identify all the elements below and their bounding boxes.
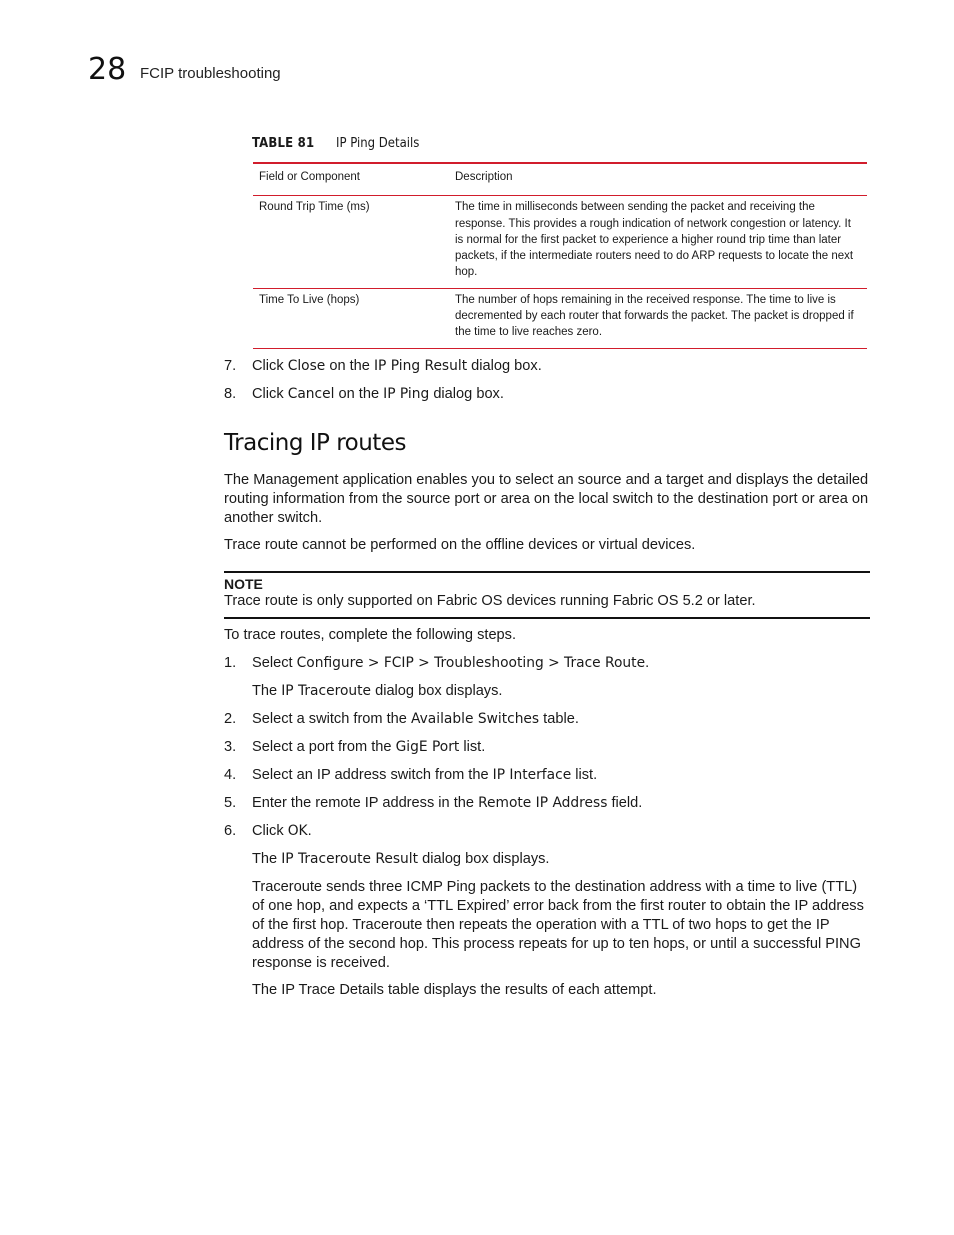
step-text: Click (252, 823, 288, 839)
step-3 (224, 738, 485, 757)
step-6-result (252, 850, 872, 869)
trace-details-note: The IP Trace Details table displays the results of each attempt. (252, 982, 657, 998)
step-1-result (252, 682, 872, 701)
ui-term: IP Ping Result (373, 358, 468, 374)
ui-term: IP Traceroute Result (281, 851, 419, 867)
note-text: Trace route is only supported on Fabric OS devices running Fabric OS 5.2 or later. (224, 593, 756, 609)
step-number: 7. (224, 358, 237, 374)
ip-ping-details-table (253, 162, 867, 349)
step-text: field. (607, 795, 643, 811)
ui-term: Remote IP Address (478, 795, 608, 811)
column-header-field: Field or Component (253, 163, 449, 196)
table-row (253, 288, 867, 348)
table-header-row (253, 163, 867, 196)
step-text: dialog box displays. (418, 851, 550, 867)
ui-term: Available Switches (410, 711, 540, 727)
step-number: 3. (224, 739, 237, 755)
step-1 (224, 654, 649, 673)
step-text: The (252, 851, 282, 867)
ui-term: Close (287, 358, 326, 374)
step-text: Click (252, 386, 288, 402)
note-box (224, 571, 870, 619)
step-text: dialog box. (429, 386, 504, 402)
note-label: NOTE (224, 576, 263, 592)
step-text: . (307, 823, 312, 839)
step-number: 1. (224, 655, 237, 671)
table-number: TABLE 81 (252, 136, 315, 151)
description-cell: The time in milliseconds between sending the packet and receiving the response. This provides a rough indication of network congestion or latency. It is normal for the first packet to experience a higher round trip time than later packets, if the intermediate routers need to do ARP requests to locate the next hop. (449, 196, 867, 288)
step-text: Select a switch from the (252, 711, 411, 727)
ui-term: IP Traceroute (281, 683, 372, 699)
step-number: 2. (224, 711, 237, 727)
chapter-number: 28 (88, 52, 127, 87)
step-text: dialog box displays. (371, 683, 503, 699)
ui-term: GigE Port (395, 739, 460, 755)
offline-paragraph: Trace route cannot be performed on the offline devices or virtual devices. (224, 537, 696, 553)
step-text: Enter the remote IP address in the (252, 795, 479, 811)
step-text: Click (252, 358, 288, 374)
step-text: list. (459, 739, 486, 755)
ui-term: IP Ping (383, 386, 430, 402)
step-text: The (252, 683, 282, 699)
step-text: table. (539, 711, 579, 727)
step-number: 6. (224, 823, 237, 839)
field-cell: Time To Live (hops) (253, 288, 449, 348)
section-heading: Tracing IP routes (224, 430, 406, 456)
table-row (253, 196, 867, 288)
step-4 (224, 766, 597, 785)
step-text: list. (571, 767, 598, 783)
step-7 (224, 357, 542, 376)
step-5 (224, 794, 642, 813)
step-8 (224, 385, 504, 404)
step-2 (224, 710, 579, 729)
step-text: on the (334, 386, 384, 402)
column-header-description: Description (449, 163, 867, 196)
step-6 (224, 822, 312, 841)
step-text: Select (252, 655, 297, 671)
step-text: on the (325, 358, 374, 374)
traceroute-explanation: Traceroute sends three ICMP Ping packets to the destination address with a time to live (TTL) of one hop, and expects a ‘TTL Expired’ error back from the first router to obtain the IP address of the first hop. Traceroute then repeats the operation with a TTL of two hops to get the IP address of the second hop. This process repeats for up to ten hops, or until a successful PING response is received. (252, 879, 864, 971)
step-text: . (645, 655, 650, 671)
step-number: 8. (224, 386, 237, 402)
ui-term: Configure > FCIP > Troubleshooting > Trace Route (296, 655, 646, 671)
step-text: Select a port from the (252, 739, 396, 755)
step-number: 4. (224, 767, 237, 783)
intro-paragraph: The Management application enables you to select an source and a target and displays the detailed routing information from the source port or area on the local switch to the destination port or area on another switch. (224, 472, 869, 526)
chapter-title: FCIP troubleshooting (140, 65, 281, 82)
field-cell: Round Trip Time (ms) (253, 196, 449, 288)
table-caption (252, 136, 420, 151)
table-title: IP Ping Details (336, 136, 420, 151)
ui-term: OK (287, 823, 308, 839)
step-text: Select an IP address switch from the (252, 767, 493, 783)
step-number: 5. (224, 795, 237, 811)
ui-term: Cancel (287, 386, 335, 402)
description-cell: The number of hops remaining in the received response. The time to live is decremented by each router that forwards the packet. The packet is dropped if the time to live reaches zero. (449, 288, 867, 348)
step-text: dialog box. (467, 358, 542, 374)
lead-in-paragraph: To trace routes, complete the following steps. (224, 627, 517, 643)
ui-term: IP Interface (492, 767, 572, 783)
